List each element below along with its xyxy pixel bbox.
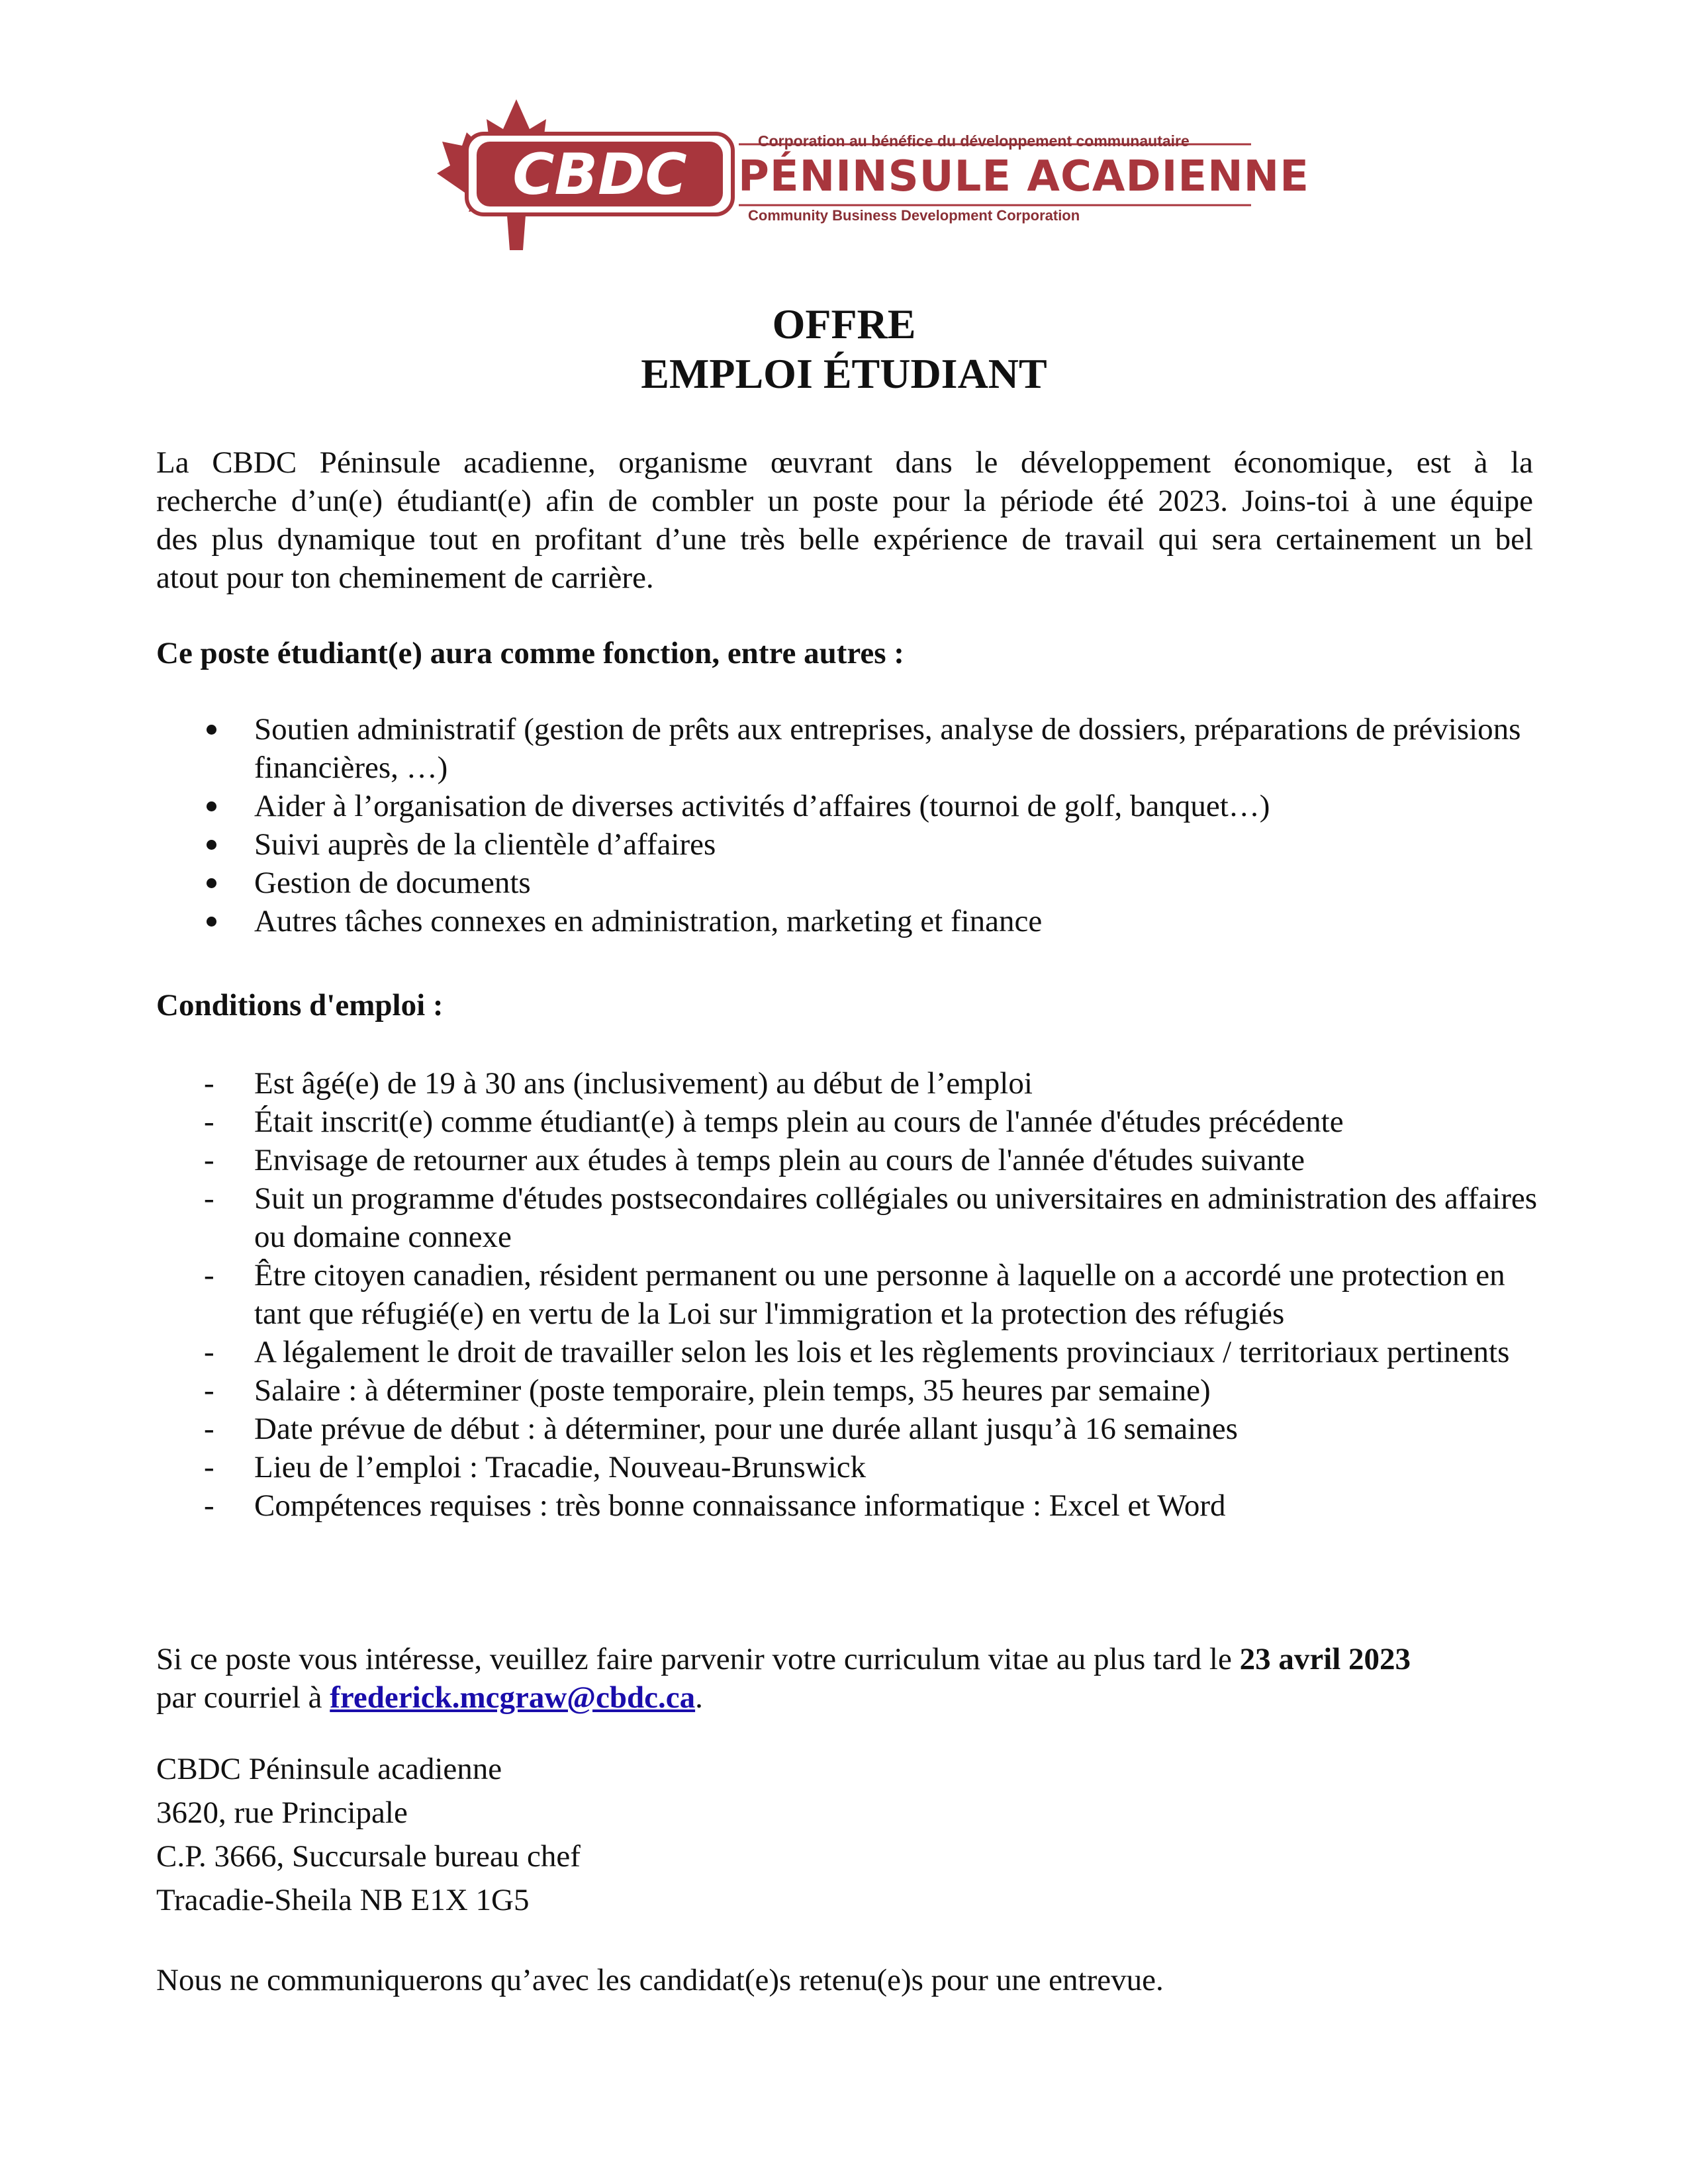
cbdc-logo bbox=[417, 99, 1309, 258]
list-item: Gestion de documents bbox=[156, 864, 1546, 902]
list-item: - Envisage de retourner aux études à temps plein au cours de l'année d'études suivante bbox=[156, 1141, 1546, 1179]
conditions-list bbox=[156, 1064, 1546, 1525]
closing-note: Nous ne communiquerons qu’avec les candidat(e)s retenu(e)s pour une entrevue. bbox=[156, 1963, 1164, 1997]
apply-period: . bbox=[695, 1680, 703, 1715]
intro-paragraph bbox=[156, 443, 1533, 597]
intro-line: recherche d’un(e) étudiant(e) afin de combler un poste pour la période été 2023. Joins-toi à une équipe bbox=[156, 484, 1533, 518]
list-item: - Lieu de l’emploi : Tracadie, Nouveau-Brunswick bbox=[156, 1448, 1546, 1486]
title-line-2: EMPLOI ÉTUDIANT bbox=[641, 350, 1047, 397]
list-item: - Salaire : à déterminer (poste temporaire, plein temps, 35 heures par semaine) bbox=[156, 1371, 1546, 1410]
apply-paragraph bbox=[156, 1640, 1533, 1717]
deadline-date: 23 avril 2023 bbox=[1239, 1642, 1411, 1676]
address-block bbox=[156, 1747, 581, 1922]
logo-bottom-line: Community Business Development Corporation bbox=[748, 207, 1080, 224]
conditions-heading: Conditions d'emploi : bbox=[156, 988, 444, 1023]
list-item: Autres tâches connexes en administration, marketing et finance bbox=[156, 902, 1546, 940]
title-line-1: OFFRE bbox=[772, 300, 916, 347]
intro-line: atout pour ton cheminement de carrière. bbox=[156, 561, 654, 595]
list-item: - Était inscrit(e) comme étudiant(e) à temps plein au cours de l'année d'études précédente bbox=[156, 1103, 1546, 1141]
list-item: Soutien administratif (gestion de prêts aux entreprises, analyse de dossiers, préparations de prévisions financières, …) bbox=[156, 710, 1546, 787]
list-item: Aider à l’organisation de diverses activités d’affaires (tournoi de golf, banquet…) bbox=[156, 787, 1546, 825]
intro-line: des plus dynamique tout en profitant d’une très belle expérience de travail qui sera certainement un bel bbox=[156, 522, 1533, 557]
apply-text: Si ce poste vous intéresse, veuillez faire parvenir votre curriculum vitae au plus tard le bbox=[156, 1642, 1240, 1676]
list-item: Suivi auprès de la clientèle d’affaires bbox=[156, 825, 1546, 864]
logo-acronym: CBDC bbox=[512, 142, 687, 208]
logo-main-line: PÉNINSULE ACADIENNE bbox=[738, 152, 1309, 201]
list-item: - Être citoyen canadien, résident permanent ou une personne à laquelle on a accordé une protection en tant que réfugié(e) en vertu de la Loi sur l'immigration et la protection des réfugiés bbox=[156, 1256, 1546, 1333]
address-line: Tracadie-Sheila NB E1X 1G5 bbox=[156, 1883, 530, 1917]
list-item: - Suit un programme d'études postsecondaires collégiales ou universitaires en administration des affaires ou domaine connexe bbox=[156, 1179, 1546, 1256]
duties-list bbox=[156, 710, 1546, 940]
address-line: CBDC Péninsule acadienne bbox=[156, 1752, 502, 1786]
duties-heading: Ce poste étudiant(e) aura comme fonction, entre autres : bbox=[156, 636, 904, 670]
apply-text-2: par courriel à bbox=[156, 1680, 330, 1715]
address-line: C.P. 3666, Succursale bureau chef bbox=[156, 1839, 581, 1874]
logo-top-line: Corporation au bénéfice du développement communautaire bbox=[758, 132, 1190, 150]
list-item: - Compétences requises : très bonne connaissance informatique : Excel et Word bbox=[156, 1486, 1546, 1525]
intro-line: La CBDC Péninsule acadienne, organisme œuvrant dans le développement économique, est à la bbox=[156, 445, 1533, 480]
address-line: 3620, rue Principale bbox=[156, 1796, 408, 1830]
list-item: - Date prévue de début : à déterminer, pour une durée allant jusqu’à 16 semaines bbox=[156, 1410, 1546, 1448]
list-item: - Est âgé(e) de 19 à 30 ans (inclusivement) au début de l’emploi bbox=[156, 1064, 1546, 1103]
list-item: - A légalement le droit de travailler selon les lois et les règlements provinciaux / territoriaux pertinents bbox=[156, 1333, 1546, 1371]
email-link[interactable]: frederick.mcgraw@cbdc.ca bbox=[330, 1680, 696, 1715]
